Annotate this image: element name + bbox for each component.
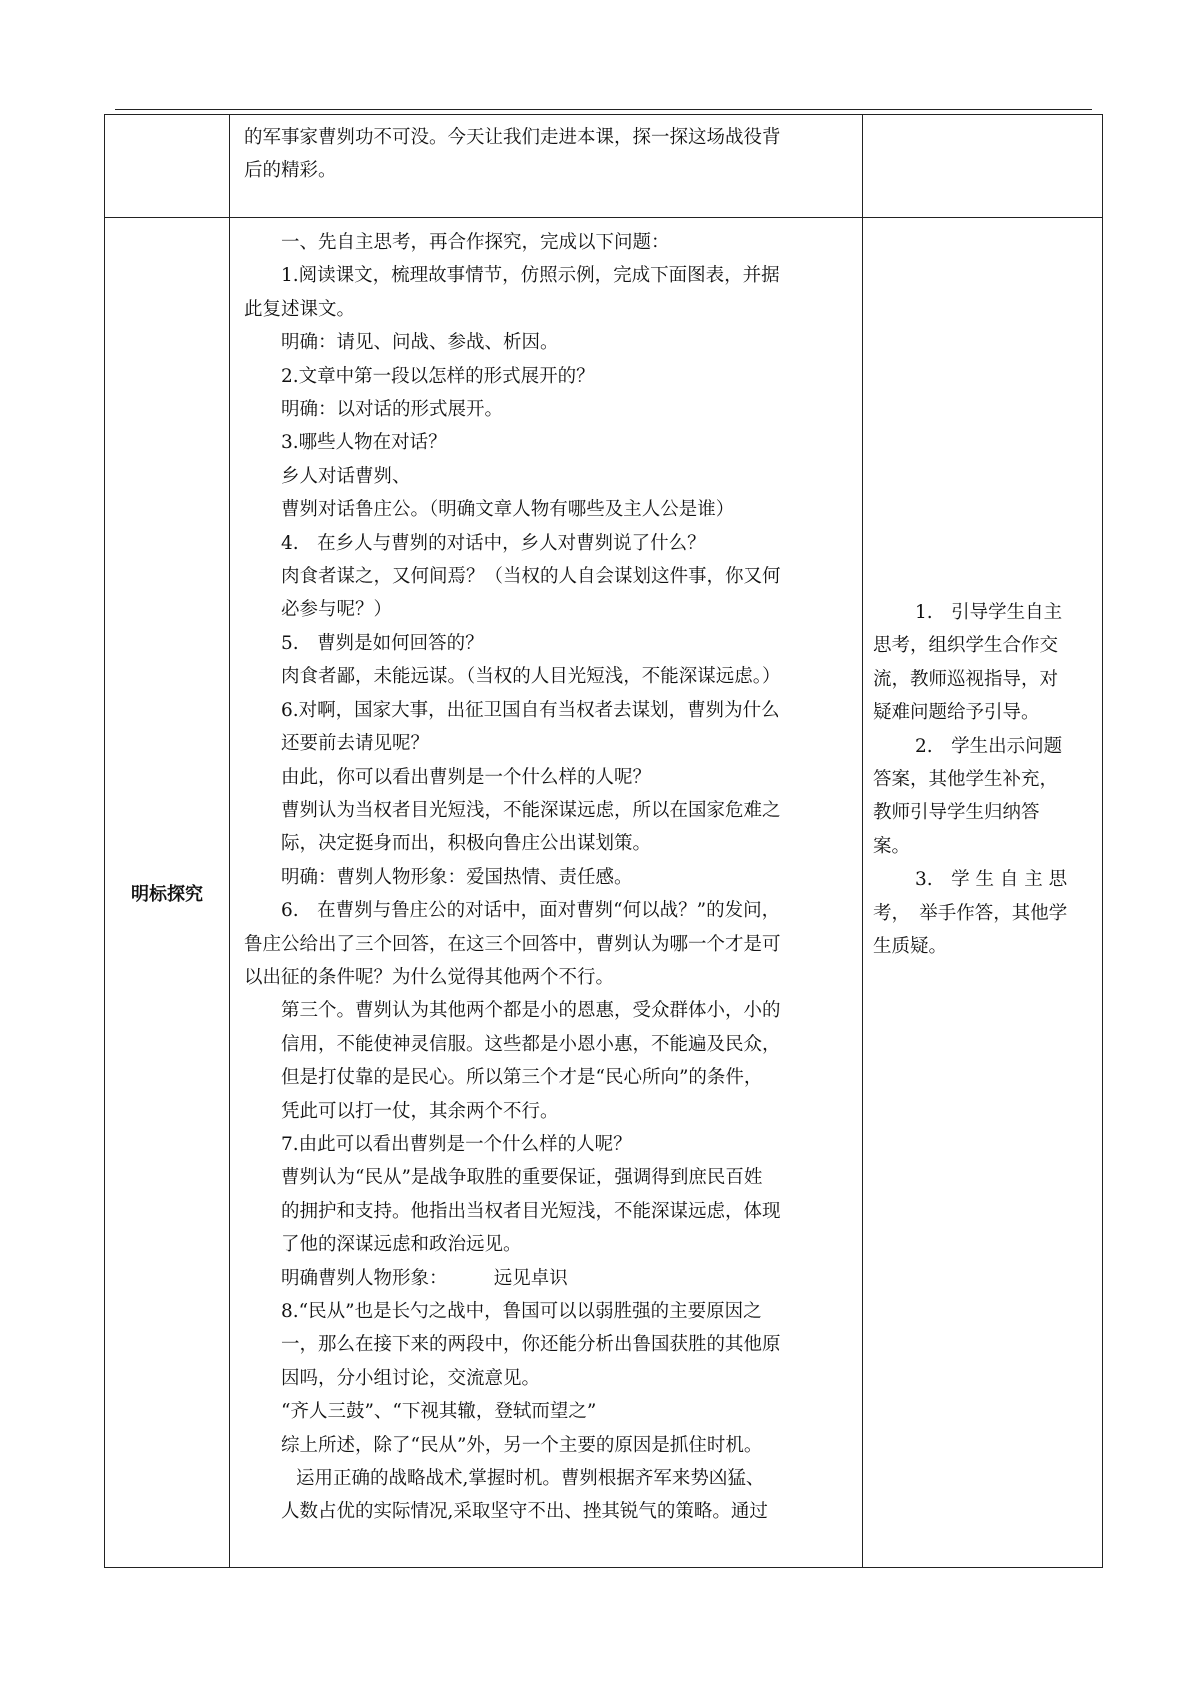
text-line: 8.“民从”也是长勺之战中，鲁国可以以弱胜强的主要原因之	[281, 1301, 762, 1322]
text-line: 的拥护和支持。他指出当权者目光短浅，不能深谋远虑，体现	[281, 1200, 781, 1222]
text-line: 6. 在曹刿与鲁庄公的对话中，面对曹刿“何以战？”的发问，	[281, 900, 781, 922]
text-line: 人数占优的实际情况,采取坚守不出、挫其锐气的策略。通过	[281, 1501, 768, 1523]
stage-label: 明标探究	[131, 883, 203, 905]
text-line: 考， 举手作答，其他学	[873, 902, 1068, 924]
text-line: 了他的深谋远虑和政治远见。	[281, 1234, 522, 1256]
text-line: 一，那么在接下来的两段中，你还能分析出鲁国获胜的其他原	[281, 1334, 781, 1356]
text-line: 2. 学生出示问题	[915, 735, 1063, 757]
text-line: 以出征的条件呢？为什么觉得其他两个不行。	[244, 966, 615, 988]
table-row	[105, 218, 1103, 1568]
text-line: “齐人三鼓”、“下视其辙，登轼而望之”	[281, 1401, 597, 1423]
text-line: 曹刿认为“民从”是战争取胜的重要保证，强调得到庶民百姓	[281, 1167, 763, 1189]
main-content	[230, 218, 862, 1529]
text-line: 6.对啊，国家大事，出征卫国自有当权者去谋划，曹刿为什么	[281, 699, 780, 721]
stage-cell	[105, 218, 230, 1568]
text-line: 1. 引导学生自主	[915, 602, 1063, 623]
text-line: 运用正确的战略战术,掌握时机。曹刿根据齐军来势凶猛、	[296, 1468, 765, 1490]
text-line: 的军事家曹刿功不可没。今天让我们走进本课，探一探这场战役背	[244, 127, 781, 148]
text-line: 曹刿认为当权者目光短浅，不能深谋远虑，所以在国家危难之	[281, 799, 781, 821]
header-rule	[115, 109, 1092, 110]
text-line: 际，决定挺身而出，积极向鲁庄公出谋划策。	[281, 833, 652, 855]
text-line: 明确：曹刿人物形象：爱国热情、责任感。	[281, 866, 633, 888]
content-cell	[230, 115, 863, 218]
text-line: 一、先自主思考，再合作探究，完成以下问题：	[281, 232, 670, 253]
lesson-plan-table	[104, 114, 1103, 1568]
text-line: 案。	[873, 835, 911, 857]
text-line: 后的精彩。	[244, 160, 337, 182]
text-line: 思考，组织学生合作交	[873, 635, 1059, 657]
text-line: 3.哪些人物在对话？	[281, 432, 447, 454]
text-line: 2.文章中第一段以怎样的形式展开的？	[281, 365, 595, 387]
text-line: 5. 曹刿是如何回答的？	[281, 632, 484, 654]
text-line: 流，教师巡视指导，对	[873, 668, 1059, 690]
text-line: 明确：以对话的形式展开。	[281, 399, 504, 421]
text-line: 但是打仗靠的是民心。所以第三个才是“民心所向”的条件，	[281, 1067, 763, 1089]
text-line: 疑难问题给予引导。	[873, 702, 1040, 724]
text-line: 由此，你可以看出曹刿是一个什么样的人呢？	[281, 766, 652, 788]
text-line: 第三个。曹刿认为其他两个都是小的恩惠，受众群体小，小的	[281, 1000, 781, 1022]
text-line: 此复述课文。	[244, 298, 356, 320]
text-line: 明确：请见、问战、参战、析因。	[281, 332, 559, 354]
text-line: 1.阅读课文，梳理故事情节，仿照示例，完成下面图表，并据	[281, 265, 780, 287]
text-line: 曹刿对话鲁庄公。（明确文章人物有哪些及主人公是谁）	[281, 499, 735, 521]
table-row	[105, 115, 1103, 218]
text-line: 鲁庄公给出了三个回答，在这三个回答中，曹刿认为哪一个才是可	[244, 933, 781, 955]
text-line: 乡人对话曹刿、	[281, 465, 411, 487]
text-line: 答案，其他学生补充，	[873, 769, 1059, 791]
text-line: 因吗，分小组讨论，交流意见。	[281, 1367, 541, 1389]
text-line: 明确曹刿人物形象： 远见卓识	[281, 1267, 568, 1289]
text-line: 信用，不能使神灵信服。这些都是小恩小惠，不能遍及民众，	[281, 1033, 781, 1055]
stage-cell	[105, 115, 230, 218]
text-line: 3. 学 生 自 主 思	[915, 869, 1068, 891]
intro-content	[230, 115, 862, 188]
text-line: 4. 在乡人与曹刿的对话中，乡人对曹刿说了什么？	[281, 532, 706, 554]
text-line: 凭此可以打一仗，其余两个不行。	[281, 1100, 559, 1122]
notes-cell	[863, 218, 1103, 1568]
text-line: 生质疑。	[873, 936, 948, 958]
text-line: 7.由此可以看出曹刿是一个什么样的人呢？	[281, 1133, 632, 1155]
text-line: 教师引导学生归纳答	[873, 802, 1040, 824]
text-line: 综上所述，除了“民从”外，另一个主要的原因是抓住时机。	[281, 1434, 763, 1456]
text-line: 肉食者鄙，未能远谋。（当权的人目光短浅，不能深谋远虑。）	[281, 666, 781, 688]
text-line: 必参与呢？）	[281, 599, 393, 621]
text-line: 还要前去请见呢？	[281, 733, 430, 755]
notes-cell	[863, 115, 1103, 218]
teaching-notes	[863, 596, 1102, 963]
text-line: 肉食者谋之，又何间焉？（当权的人自会谋划这件事，你又何	[281, 566, 781, 588]
content-cell	[230, 218, 863, 1568]
